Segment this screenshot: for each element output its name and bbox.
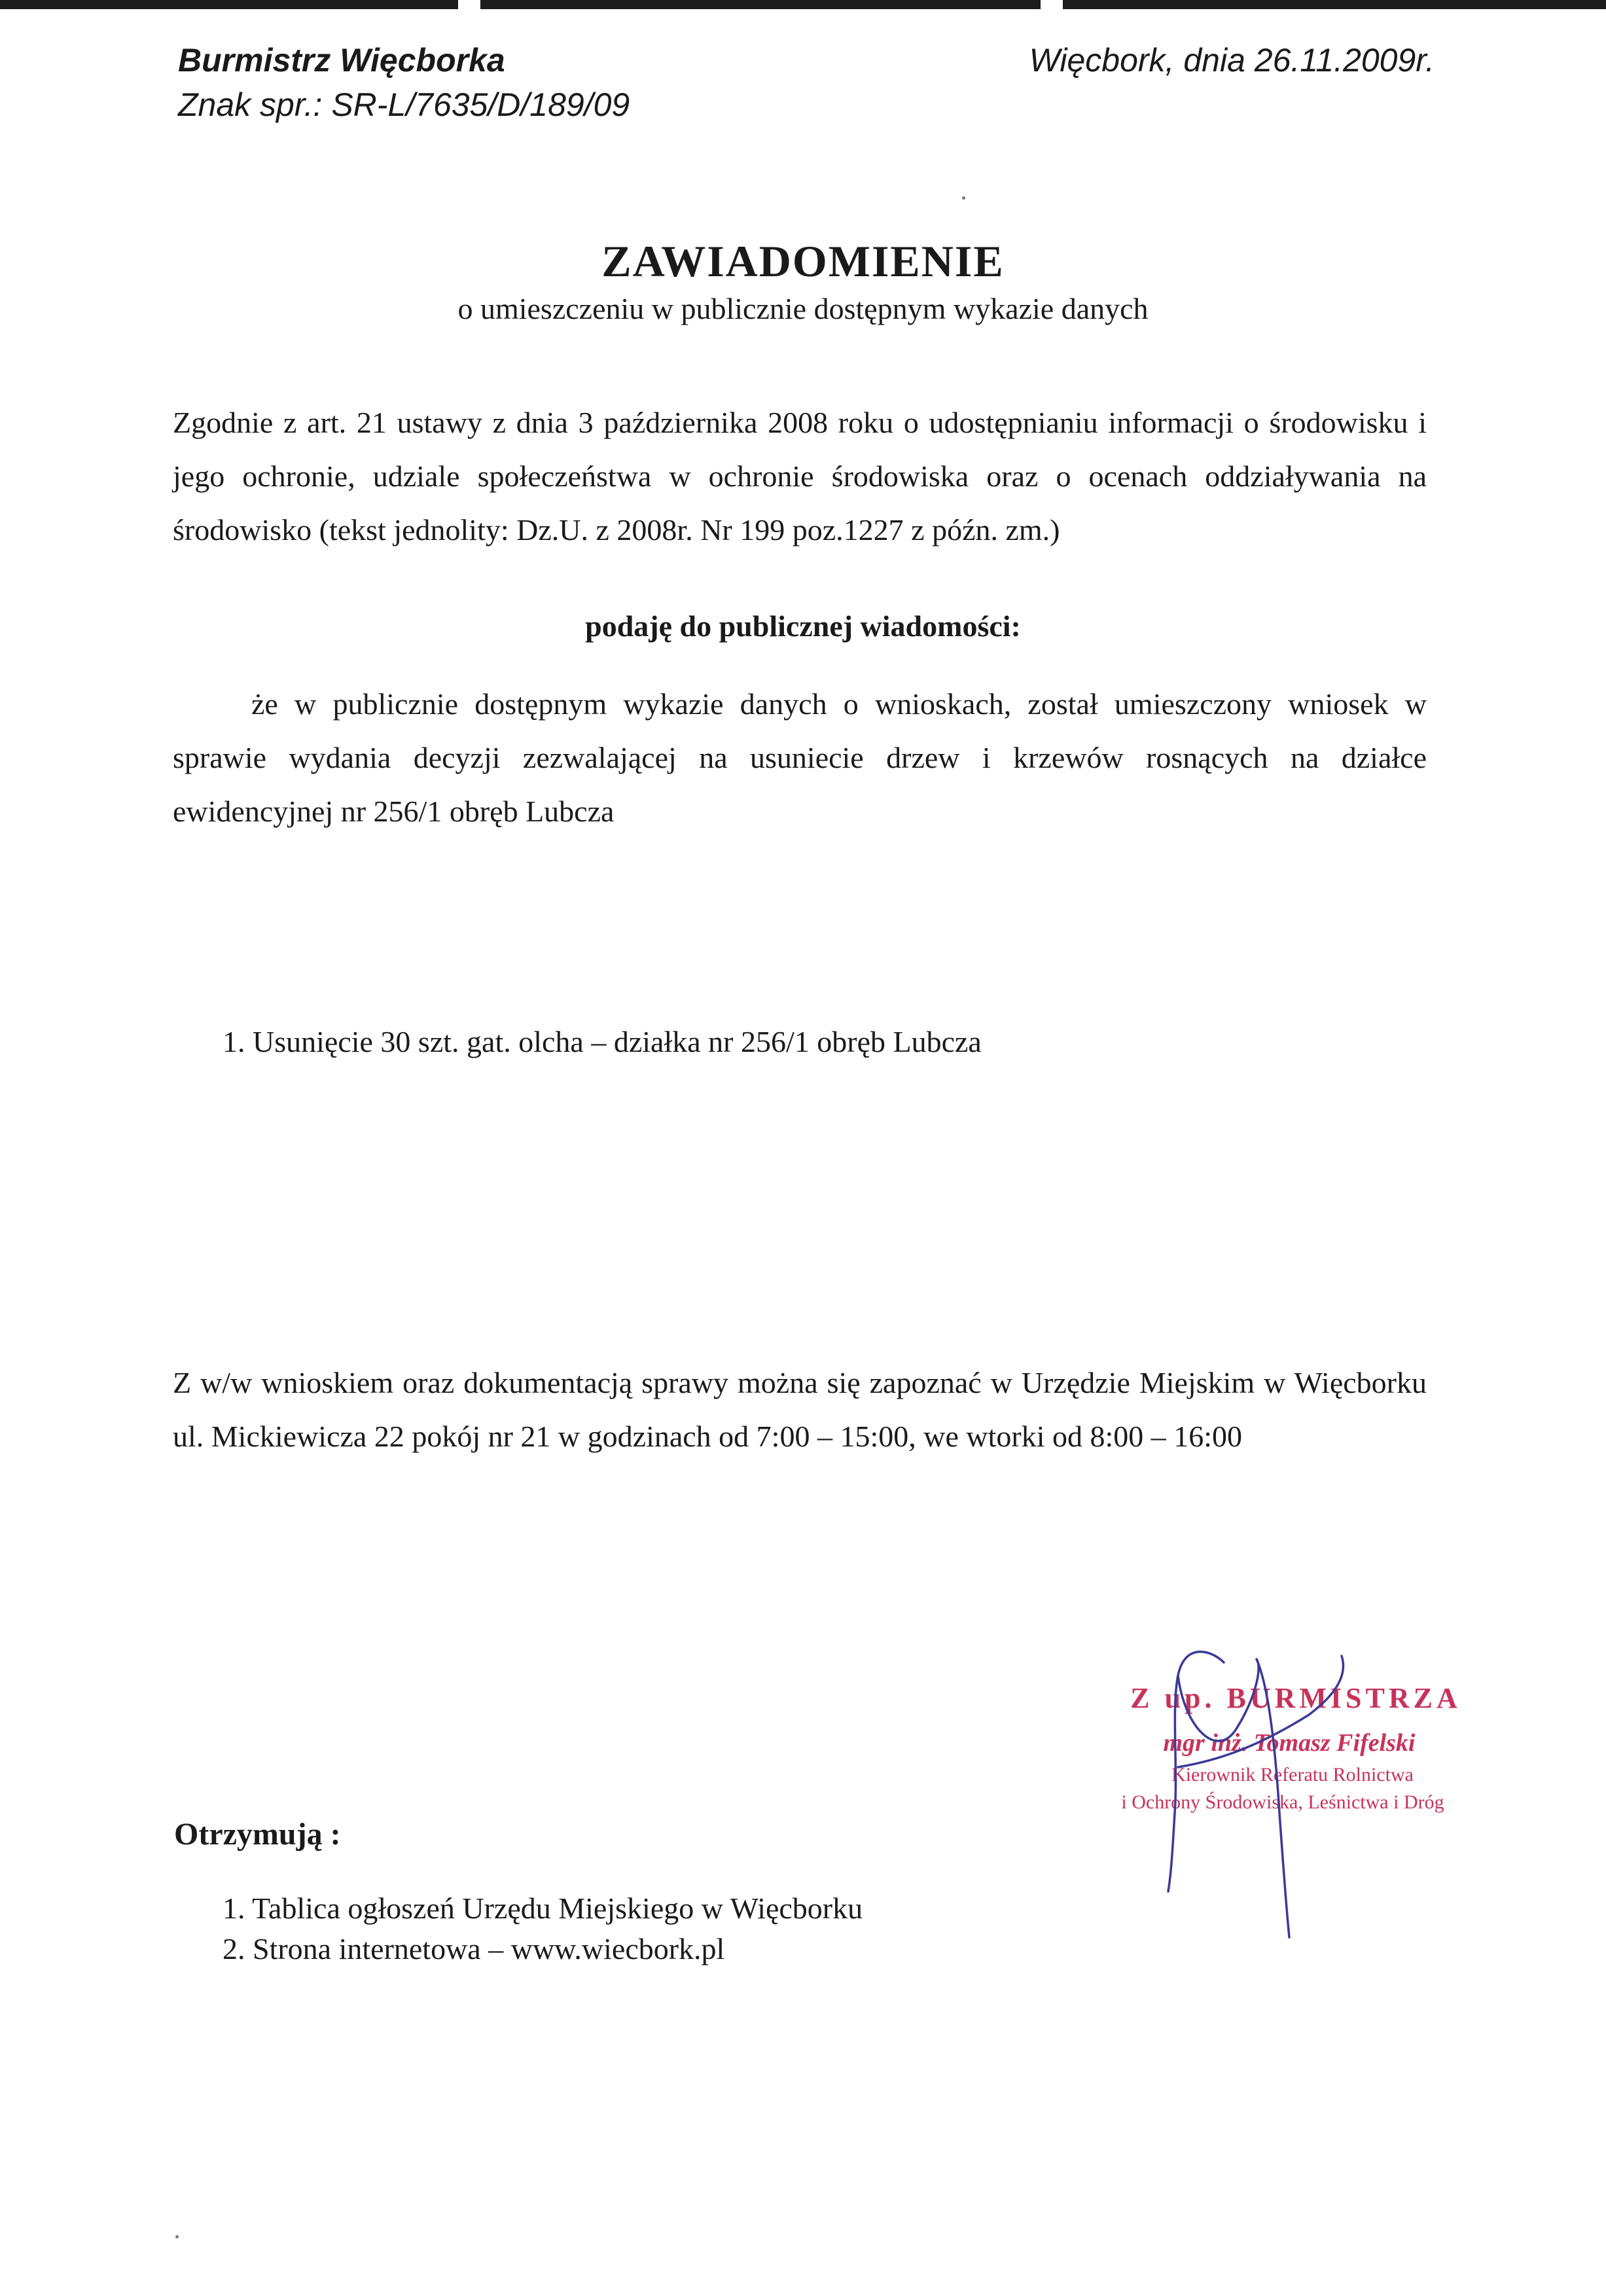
scan-edge-gap bbox=[1041, 0, 1063, 9]
recipients-list bbox=[223, 1888, 863, 1969]
announcement: podaję do publicznej wiadomości: bbox=[585, 609, 1021, 643]
stamp-line-position: Kierownik Referatu Rolnictwa bbox=[1171, 1764, 1414, 1785]
scan-edge-gap bbox=[458, 0, 480, 9]
stamp-line-name: mgr inż. Tomasz Fifelski bbox=[1163, 1729, 1416, 1757]
stamp-line-department: i Ochrony Środowiska, Leśnictwa i Dróg bbox=[1121, 1791, 1444, 1813]
scan-speck bbox=[175, 2235, 179, 2238]
stamp-line-authority: Z up. BURMISTRZA bbox=[1130, 1682, 1461, 1714]
list-item: 1. Usunięcie 30 szt. gat. olcha – działka nr 256/1 obręb Lubcza bbox=[223, 1025, 982, 1058]
recipients-label: Otrzymują : bbox=[174, 1817, 341, 1852]
body-paragraph: że w publicznie dostępnym wykazie danych o wnioskach, został umieszczony wniosek w sprawie wydania decyzji zezwalającej na usuniecie drzew i krzewów rosnących na działce ewidencyjnej nr 256/1 obręb Lubcza bbox=[173, 687, 1427, 828]
document-subtitle: o umieszczeniu w publicznie dostępnym wykazie danych bbox=[457, 292, 1149, 325]
intro-paragraph: Zgodnie z art. 21 ustawy z dnia 3 października 2008 roku o udostępnianiu informacji o środowisku i jego ochronie, udziale społeczeństwa w ochronie środowiska oraz o ocenach oddziaływania na środowisko (tekst jednolity: Dz.U. z 2008r. Nr 199 poz.1227 z późn. zm.) bbox=[173, 406, 1427, 547]
issuer: Burmistrz Więcborka bbox=[178, 42, 505, 79]
contact-paragraph: Z w/w wnioskiem oraz dokumentacją sprawy można się zapoznać w Urzędzie Miejskim w Więcborku ul. Mickiewicza 22 pokój nr 21 w godzinach od 7:00 – 15:00, we wtorki od 8:00 – 16:00 bbox=[173, 1366, 1427, 1453]
recipient-item: 1. Tablica ogłoszeń Urzędu Miejskiego w Więcborku bbox=[223, 1892, 863, 1925]
document-title: ZAWIADOMIENIE bbox=[601, 236, 1005, 286]
scan-speck bbox=[962, 196, 965, 200]
case-reference: Znak spr.: SR-L/7635/D/189/09 bbox=[178, 86, 630, 123]
scan-top-edge bbox=[0, 0, 1606, 9]
recipient-item: 2. Strona internetowa – www.wiecbork.pl bbox=[223, 1932, 725, 1965]
handwritten-signature bbox=[1139, 1597, 1401, 1964]
place-date: Więcbork, dnia 26.11.2009r. bbox=[1029, 42, 1435, 79]
letter-header-left bbox=[178, 38, 630, 127]
